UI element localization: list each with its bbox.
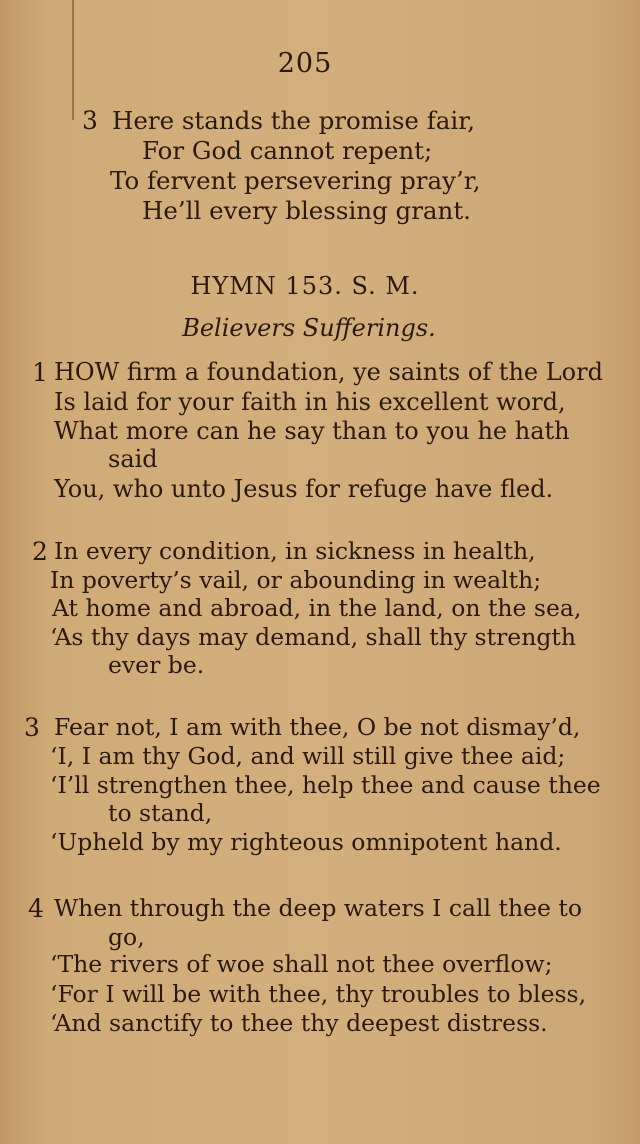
verse-line: ‘For I will be with thee, thy troubles to bless,	[50, 980, 587, 1008]
verse-line: ‘Upheld by my righteous omnipotent hand.	[50, 828, 562, 856]
verse-line: ‘The rivers of woe shall not thee overflow;	[50, 950, 553, 978]
verse-line: In poverty’s vail, or abounding in wealth;	[50, 566, 542, 594]
verse-line: Here stands the promise fair,	[112, 106, 476, 135]
stanza-number: 4	[28, 894, 44, 923]
verse-line: go,	[108, 923, 145, 951]
verse-line: When through the deep waters I call thee to	[54, 894, 582, 922]
verse-line: At home and abroad, in the land, on the sea,	[52, 594, 582, 622]
verse-line: said	[108, 445, 158, 473]
verse-line: ‘And sanctify to thee thy deepest distress.	[50, 1009, 548, 1037]
verse-line: He’ll every blessing grant.	[142, 196, 471, 225]
stanza-number: 3	[24, 713, 40, 742]
verse-line: ‘I’ll strengthen thee, help thee and cause thee	[50, 771, 601, 799]
verse-line: In every condition, in sickness in health,	[54, 537, 536, 565]
verse-line: HOW firm a foundation, ye saints of the Lord	[54, 358, 603, 386]
verse-line: ever be.	[108, 651, 205, 679]
verse-line: For God cannot repent;	[142, 136, 433, 165]
verse-line: ‘As thy days may demand, shall thy strength	[50, 623, 576, 651]
stanza-number: 1	[32, 358, 48, 387]
hymn-subtitle: Believers Sufferings.	[182, 314, 436, 342]
verse-line: Is laid for your faith in his excellent word,	[54, 388, 566, 416]
hymn-title: HYMN 153. S. M.	[190, 272, 420, 300]
verse-line: What more can he say than to you he hath	[54, 417, 570, 445]
verse-line: ‘I, I am thy God, and will still give thee aid;	[50, 742, 566, 770]
verse-line: to stand,	[108, 799, 213, 827]
verse-line: You, who unto Jesus for refuge have fled.	[54, 475, 554, 503]
verse-line: To fervent persevering pray’r,	[110, 166, 481, 195]
page-number: 205	[277, 48, 333, 79]
verse-line: Fear not, I am with thee, O be not dismay’d,	[54, 713, 581, 741]
stanza-number: 2	[32, 537, 48, 566]
stanza-number: 3	[82, 106, 98, 135]
